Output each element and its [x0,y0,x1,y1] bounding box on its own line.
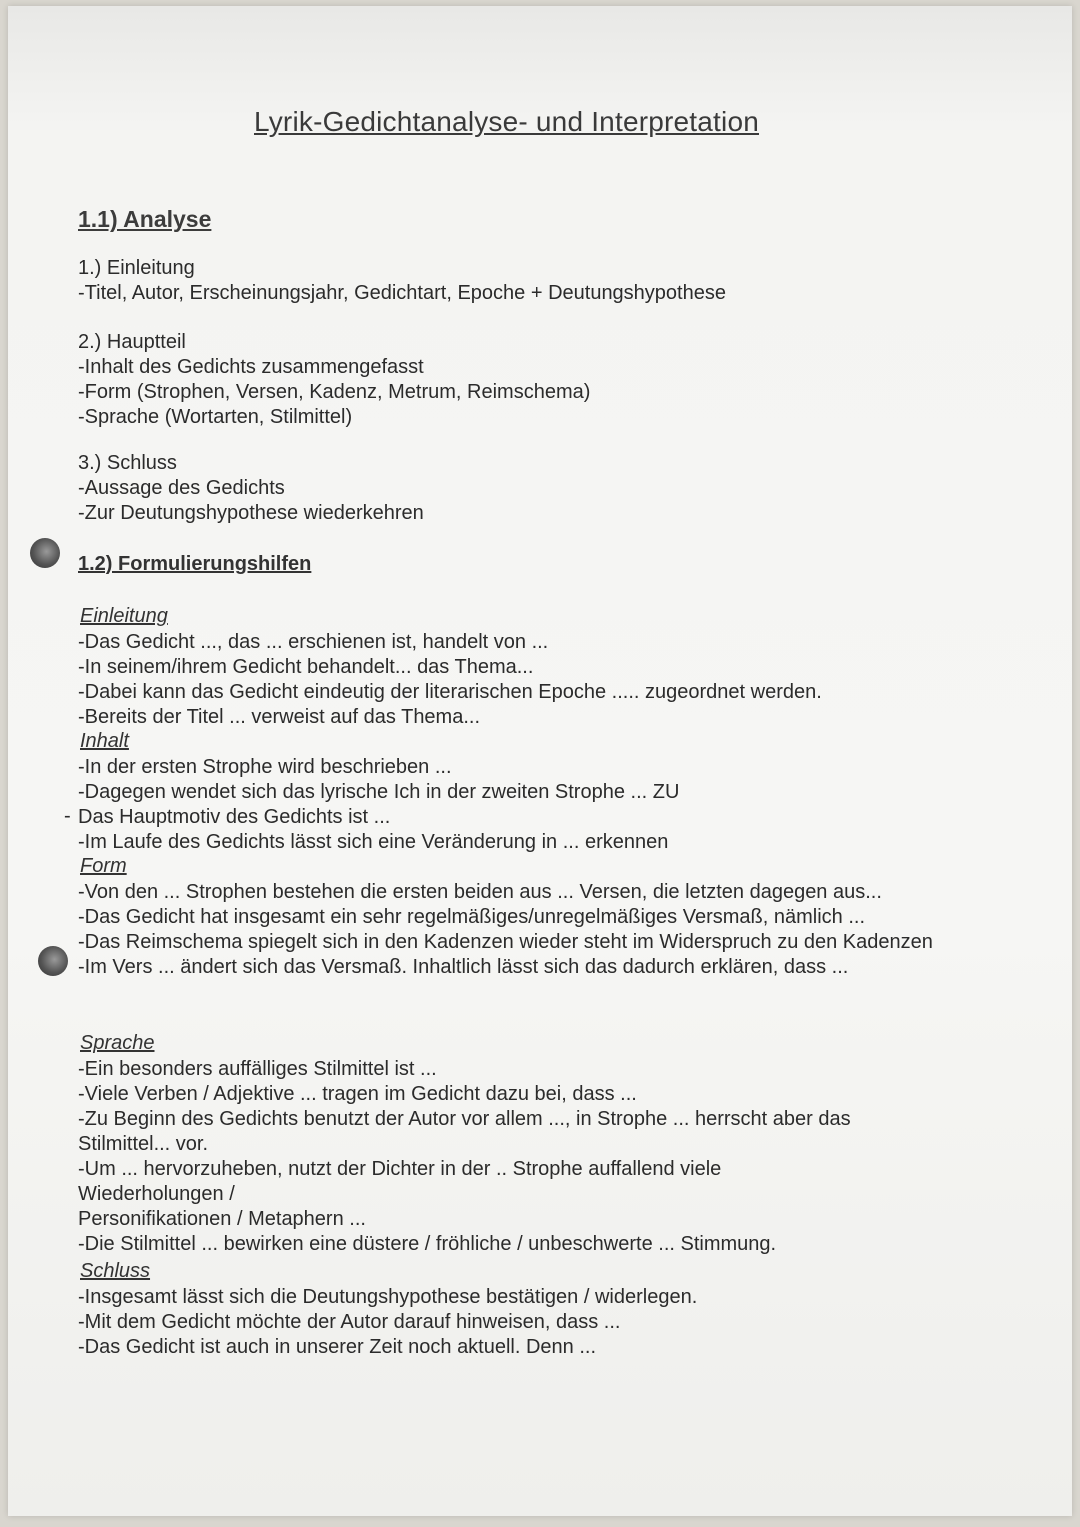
analyse-hauptteil [78,330,958,430]
subheading-sprache: Sprache [80,1032,155,1054]
list-item: -In der ersten Strophe wird beschrieben ... [78,756,452,778]
subheading-form: Form [80,855,127,877]
punch-hole-top [30,538,60,568]
list-item: -Mit dem Gedicht möchte der Autor darauf hinweisen, dass ... [78,1311,621,1333]
list-item: Personifikationen / Metaphern ... [78,1208,366,1230]
hauptteil-item: -Inhalt des Gedichts zusammengefasst [78,356,424,378]
page-title: Lyrik-Gedichtanalyse- und Interpretation [254,106,759,137]
formulierung-form [78,880,938,980]
list-item: -Von den ... Strophen bestehen die ersten beiden aus ... Versen, die letzten dagegen aus... [78,881,882,903]
list-item: -Im Laufe des Gedichts lässt sich eine Veränderung in ... erkennen [78,831,669,853]
formulierung-einleitung [78,630,958,730]
list-item: Das Hauptmotiv des Gedichts ist ... [78,806,391,828]
formulierung-schluss [78,1285,958,1360]
list-item: -Dagegen wendet sich das lyrische Ich in der zweiten Strophe ... ZU [78,781,680,803]
subheading-inhalt: Inhalt [80,730,129,752]
list-item: -Das Reimschema spiegelt sich in den Kadenzen wieder steht im Widerspruch zu den Kadenzen [78,931,933,953]
subheading-schluss: Schluss [80,1260,151,1282]
list-item: -Bereits der Titel ... verweist auf das Thema... [78,706,481,728]
list-item: -Dabei kann das Gedicht eindeutig der literarischen Epoche ..... zugeordnet werden. [78,681,822,703]
handwritten-dash: - [64,805,71,827]
schluss-label: 3.) Schluss [78,452,177,474]
list-item: -Zu Beginn des Gedichts benutzt der Autor vor allem ..., in Strophe ... herrscht aber das Stilmittel... vor. [78,1108,851,1155]
analyse-einleitung [78,256,958,306]
schluss-item: -Zur Deutungshypothese wiederkehren [78,502,424,524]
analyse-schluss [78,451,958,526]
list-item: -Um ... hervorzuheben, nutzt der Dichter in der .. Strophe auffallend viele Wiederholungen / [78,1158,722,1205]
list-item: -Das Gedicht hat insgesamt ein sehr regelmäßiges/unregelmäßiges Versmaß, nämlich ... [78,906,866,928]
schluss-item: -Aussage des Gedichts [78,477,285,499]
punch-hole-bottom [38,946,68,976]
list-item: -Viele Verben / Adjektive ... tragen im Gedicht dazu bei, dass ... [78,1083,637,1105]
einleitung-item: -Titel, Autor, Erscheinungsjahr, Gedichtart, Epoche + Deutungshypothese [78,282,726,304]
heading-formulierungshilfen: 1.2) Formulierungshilfen [78,553,312,575]
list-item: -Insgesamt lässt sich die Deutungshypothese bestätigen / widerlegen. [78,1286,698,1308]
hauptteil-item: -Sprache (Wortarten, Stilmittel) [78,406,353,428]
list-item: -Das Gedicht ..., das ... erschienen ist, handelt von ... [78,631,549,653]
list-item: -Das Gedicht ist auch in unserer Zeit noch aktuell. Denn ... [78,1336,597,1358]
formulierung-sprache [78,1057,938,1257]
einleitung-label: 1.) Einleitung [78,257,195,279]
list-item: -In seinem/ihrem Gedicht behandelt... das Thema... [78,656,534,678]
hauptteil-item: -Form (Strophen, Versen, Kadenz, Metrum, Reimschema) [78,381,591,403]
list-item: -Ein besonders auffälliges Stilmittel ist ... [78,1058,437,1080]
hauptteil-label: 2.) Hauptteil [78,331,186,353]
formulierung-inhalt [78,755,958,855]
list-item: -Die Stilmittel ... bewirken eine düstere / fröhliche / unbeschwerte ... Stimmung. [78,1233,777,1255]
list-item: -Im Vers ... ändert sich das Versmaß. Inhaltlich lässt sich das dadurch erklären, dass ... [78,956,849,978]
heading-analyse: 1.1) Analyse [78,206,212,232]
subheading-einleitung: Einleitung [80,605,168,627]
